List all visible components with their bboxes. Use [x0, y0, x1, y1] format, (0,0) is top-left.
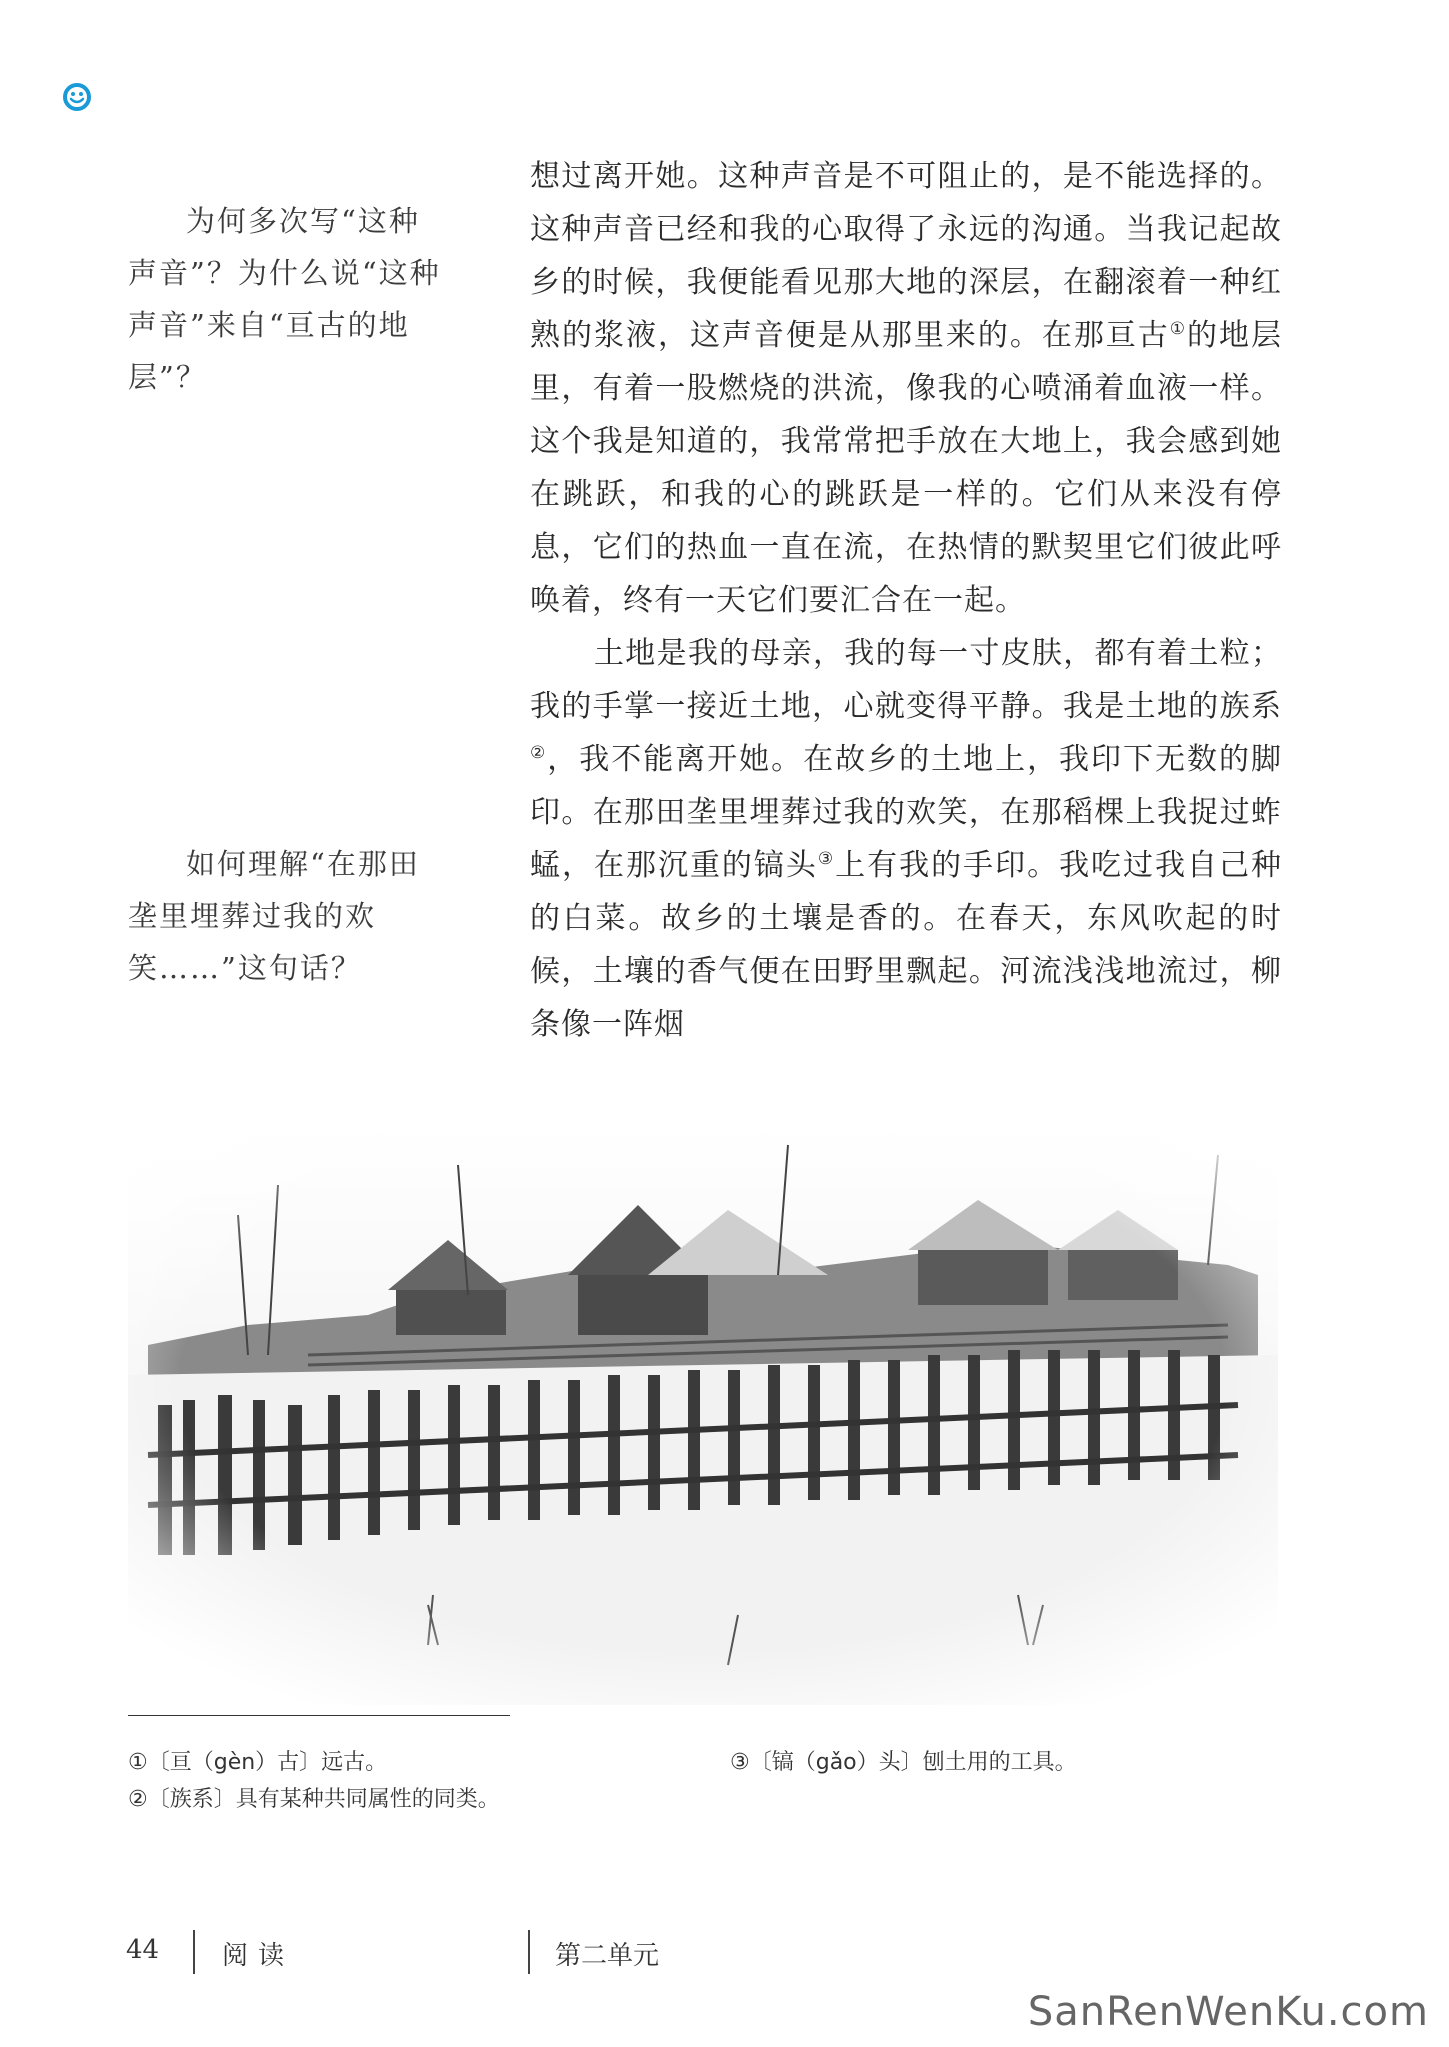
footnote-divider — [128, 1715, 510, 1716]
snowy-village-fence-photo — [128, 1125, 1278, 1705]
text-run: 土地是我的母亲，我的每一寸皮肤，都有着土粒；我的手掌一接近土地，心就变得平静。我是土地的族系 — [530, 636, 1282, 724]
main-text-column — [530, 150, 1282, 1051]
footnote-1: ①〔亘（gèn）古〕远古。 — [128, 1750, 388, 1775]
text-run: 的地层里，有着一股燃烧的洪流，像我的心喷涌着血液一样。这个我是知道的，我常常把手放在大地上，我会感到她在跳跃，和我的心的跳跃是一样的。它们从来没有停息，它们的热血一直在流，在热情的默契里它们彼此呼唤着，终有一天它们要汇合在一起。 — [530, 318, 1283, 618]
footer-divider — [528, 1930, 530, 1974]
footnote-ref-3[interactable]: ③ — [817, 849, 836, 869]
footnote-ref-2[interactable]: ② — [530, 743, 548, 763]
text-run: 想过离开她。这种声音是不可阻止的，是不能选择的。这种声音已经和我的心取得了永远的沟通。当我记起故乡的时候，我便能看见那大地的深层，在翻滚着一种红熟的浆液，这声音便是从那里来的。在那亘古 — [530, 159, 1282, 353]
unit-label: 第二单元 — [555, 1941, 660, 1971]
side-note-text: 为何多次写“这种声音”？为什么说“这种声音”来自“亘古的地层”？ — [128, 204, 441, 394]
paragraph-1 — [530, 150, 1282, 627]
smiley-icon — [62, 82, 92, 112]
footnote-3: ③〔镐（gǎo）头〕刨土用的工具。 — [730, 1750, 1077, 1775]
side-note-question-2 — [128, 838, 448, 994]
watermark: SanRenWenKu.com — [1027, 1989, 1429, 2035]
text-run: 上有我的手印。我吃过我自己种的白菜。故乡的土壤是香的。在春天，东风吹起的时候，土壤的香气便在田野里飘起。河流浅浅地流过，柳条像一阵烟 — [530, 848, 1282, 1042]
footer-divider — [193, 1930, 195, 1974]
side-note-question-1 — [128, 195, 448, 403]
section-label: 阅读 — [222, 1941, 295, 1971]
text-run: ，我不能离开她。在故乡的土地上，我印下无数的脚印。在那田垄里埋葬过我的欢笑，在那稻棵上我捉过蚱蜢，在那沉重的镐头 — [530, 742, 1282, 883]
side-note-text: 如何理解“在那田垄里埋葬过我的欢笑……”这句话？ — [128, 847, 420, 985]
footnote-ref-1[interactable]: ① — [1169, 319, 1188, 339]
footnote-2: ②〔族系〕具有某种共同属性的同类。 — [128, 1787, 500, 1812]
paragraph-2 — [530, 627, 1282, 1051]
page-number: 44 — [126, 1935, 160, 1965]
